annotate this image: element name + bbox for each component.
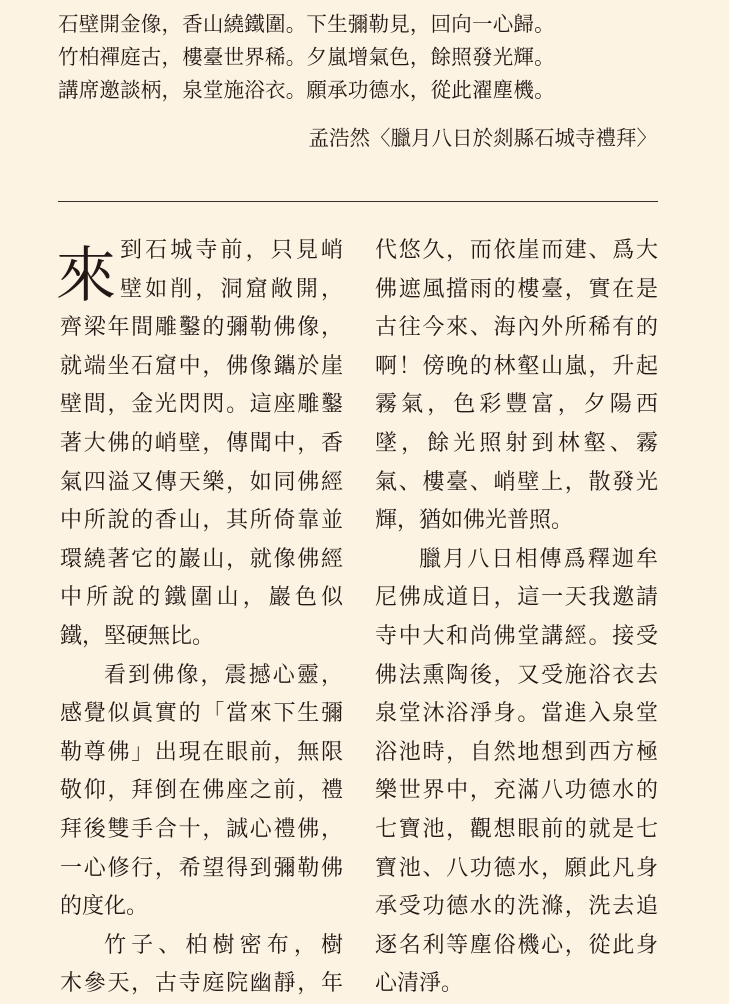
paragraph-line: 一心修行，希望得到彌勒佛 <box>60 855 343 881</box>
section-divider <box>58 201 658 202</box>
paragraph-line: 霧氣，色彩豐富，夕陽西 <box>375 392 658 418</box>
paragraph-line: 氣四溢又傳天樂，如同佛經 <box>60 469 343 495</box>
paragraph-line: 佛遮風擋雨的樓臺，實在是 <box>375 276 658 302</box>
paragraph-line: 鐵，堅硬無比。 <box>60 623 215 649</box>
paragraph-line: 佛法熏陶後，又受施浴衣去 <box>375 662 658 688</box>
paragraph-line: 的度化。 <box>60 894 149 920</box>
paragraph-line: 中所說的香山，其所倚靠並 <box>60 508 343 534</box>
paragraph-line: 泉堂沐浴淨身。當進入泉堂 <box>375 701 658 727</box>
paragraph-line: 輝，猶如佛光普照。 <box>375 508 574 534</box>
paragraph-line: 浴池時，自然地想到西方極 <box>375 739 658 765</box>
paragraph-line: 壁如削，洞窟敞開， <box>120 276 343 302</box>
paragraph-line: 勒尊佛」出現在眼前，無限 <box>60 739 343 765</box>
paragraph-line: 木參天，古寺庭院幽靜，年 <box>60 971 343 997</box>
paragraph-line: 臘月八日相傳爲釋迦牟 <box>419 546 658 572</box>
paragraph-line: 心清淨。 <box>375 971 464 997</box>
paragraph-line: 樂世界中，充滿八功德水的 <box>375 778 658 804</box>
article-column-left <box>56 232 343 1004</box>
poem-line-3: 講席邀談柄，泉堂施浴衣。願承功德水，從此濯塵機。 <box>58 78 555 102</box>
poem-attribution: 孟浩然〈臘月八日於剡縣石城寺禮拜〉 <box>308 126 657 150</box>
paragraph-line: 啊！傍晚的林壑山嵐，升起 <box>375 353 658 379</box>
paragraph-line: 七寶池，觀想眼前的就是七 <box>375 816 658 842</box>
paragraph-line: 中所說的鐵圍山，巖色似 <box>60 585 343 611</box>
poem-line-1: 石壁開金像，香山繞鐵圍。下生彌勒見，回向一心歸。 <box>58 12 555 36</box>
paragraph-line: 著大佛的峭壁，傳聞中，香 <box>60 430 343 456</box>
paragraph-line: 到石城寺前，只見峭 <box>120 238 343 263</box>
drop-cap: 來 <box>56 241 116 311</box>
paragraph-line: 就端坐石窟中，佛像鑴於崖 <box>60 353 343 379</box>
paragraph-line: 氣、樓臺、峭壁上，散發光 <box>375 469 658 495</box>
poem <box>58 8 666 107</box>
article-column-right <box>375 232 658 1004</box>
paragraph-line: 環繞著它的巖山，就像佛經 <box>60 546 343 572</box>
paragraph-line: 壁間，金光閃閃。這座雕鑿 <box>60 392 343 418</box>
paragraph-line: 感覺似眞實的「當來下生彌 <box>60 701 343 727</box>
paragraph-line: 敬仰，拜倒在佛座之前，禮 <box>60 778 343 804</box>
poem-line-2: 竹柏禪庭古，樓臺世界稀。夕嵐增氣色，餘照發光輝。 <box>58 45 555 69</box>
paragraph-line: 承受功德水的洗滌，洗去追 <box>375 894 658 920</box>
paragraph-line: 看到佛像，震撼心靈， <box>104 662 343 688</box>
paragraph-line: 竹子、柏樹密布，樹 <box>104 932 343 958</box>
paragraph-line: 尼佛成道日，這一天我邀請 <box>375 585 658 611</box>
paragraph-line: 代悠久，而依崖而建、爲大 <box>375 238 658 263</box>
paragraph-line: 寺中大和尚佛堂講經。接受 <box>375 623 658 649</box>
paragraph-line: 寶池、八功德水，願此凡身 <box>375 855 658 881</box>
paragraph-line: 逐名利等塵俗機心，從此身 <box>375 932 658 958</box>
paragraph-line: 古往今來、海內外所稀有的 <box>375 315 658 341</box>
paragraph-line: 墜，餘光照射到林壑、霧 <box>375 430 658 456</box>
paragraph-line: 拜後雙手合十，誠心禮佛， <box>60 816 343 842</box>
paragraph-line: 齊梁年間雕鑿的彌勒佛像， <box>60 315 343 341</box>
